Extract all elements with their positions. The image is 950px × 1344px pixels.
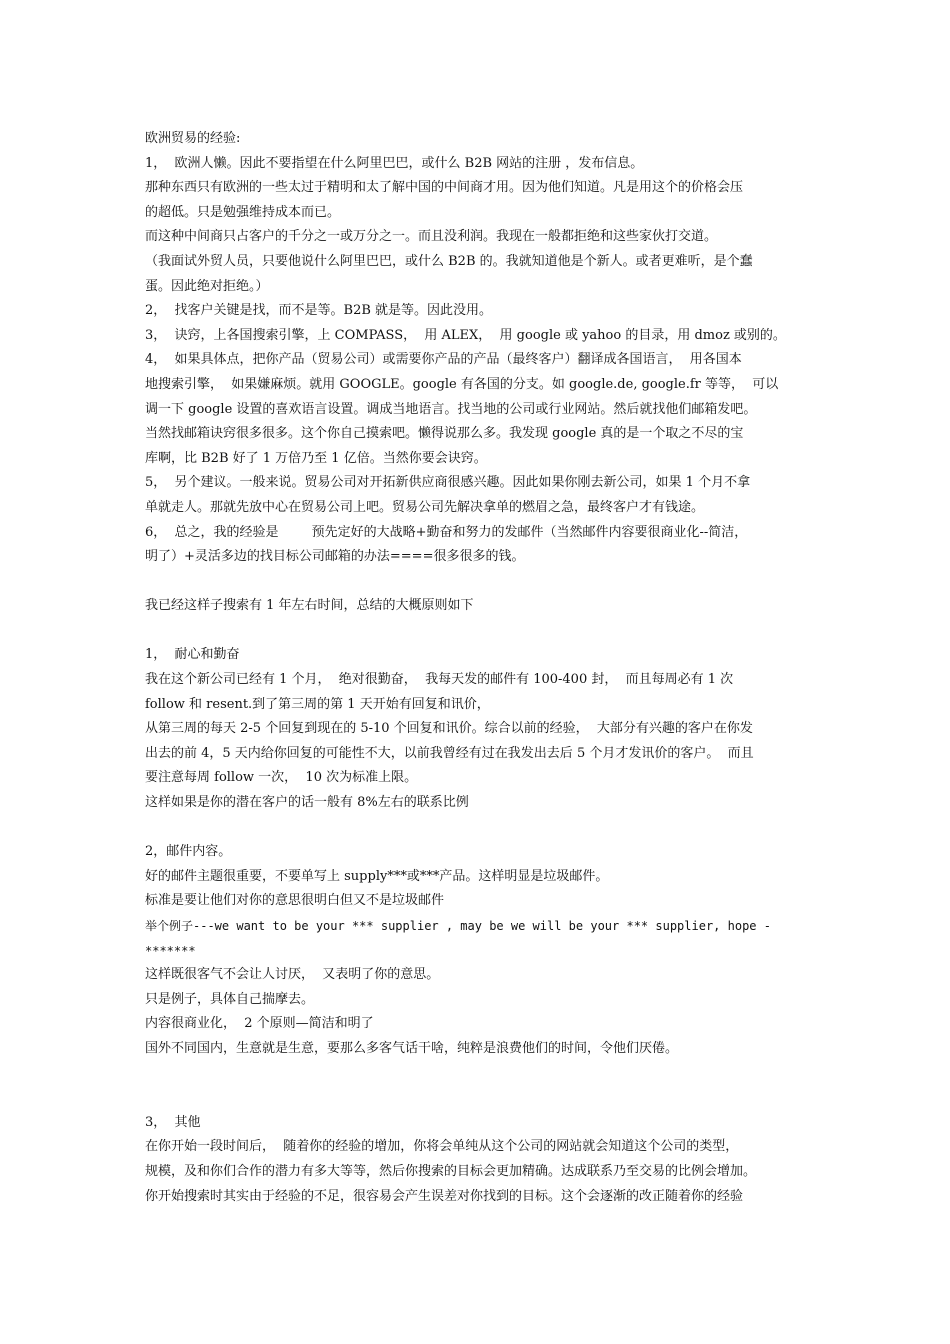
paragraph-line: 3， 诀窍，上各国搜索引擎，上 COMPASS， 用 ALEX， 用 google 或 yahoo 的目录，用 dmoz 或别的。 (145, 327, 786, 343)
paragraph-line: 调一下 google 设置的喜欢语言设置。调成当地语言。找当地的公司或行业网站。然后就找他们邮箱发吧。 (145, 401, 757, 417)
blank-line (145, 1062, 825, 1087)
paragraph-line: 5， 另个建议。一般来说。贸易公司对开拓新供应商很感兴趣。因此如果你刚去新公司，如果 1 个月不拿 (145, 475, 751, 491)
paragraph-line: 标准是要让他们对你的意思很明白但又不是垃圾邮件 (145, 893, 445, 909)
section-heading: 3， 其他 (145, 1114, 201, 1130)
paragraph-line: 库啊，比 B2B 好了 1 万倍乃至 1 亿倍。当然你要会诀窍。 (145, 450, 487, 466)
paragraph-line: 那种东西只有欧洲的一些太过于精明和太了解中国的中间商才用。因为他们知道。凡是用这个的价格会压 (145, 180, 744, 196)
paragraph-line: 4， 如果具体点，把你产品（贸易公司）或需要你产品的产品（最终客户）翻译成各国语言， 用各国本 (145, 352, 742, 368)
doc-title: 欧洲贸易的经验: (145, 131, 241, 146)
blank-line (145, 570, 825, 595)
paragraph-line: 你开始搜索时其实由于经验的不足，很容易会产生误差对你找到的目标。这个会逐渐的改正随着你的经验 (145, 1188, 744, 1204)
paragraph-line: 规模，及和你们合作的潜力有多大等等，然后你搜索的目标会更加精确。达成联系乃至交易的比例会增加。 (145, 1163, 757, 1179)
example-line: 举个例子---we want to be your *** supplier , may be we will be your *** supplier, hope - (145, 919, 771, 933)
paragraph-line: 我在这个新公司已经有 1 个月， 绝对很勤奋， 我每天发的邮件有 100-400 封， 而且每周必有 1 次 (145, 672, 734, 688)
example-line: ******* (145, 943, 196, 958)
paragraph-line: 6， 总之，我的经验是 预先定好的大战略+勤奋和努力的发邮件（当然邮件内容要很商业化--简洁， (145, 524, 748, 540)
blank-line (145, 816, 825, 841)
blank-line (145, 1086, 825, 1111)
paragraph-line: 这样如果是你的潜在客户的话一般有 8%左右的联系比例 (145, 795, 469, 811)
paragraph-line: 单就走人。那就先放中心在贸易公司上吧。贸易公司先解决拿单的燃眉之急，最终客户才有钱途。 (145, 499, 705, 515)
paragraph-line: 内容很商业化， 2 个原则—简洁和明了 (145, 1016, 374, 1032)
paragraph-line: 当然找邮箱诀窍很多很多。这个你自己摸索吧。懒得说那么多。我发现 google 真的是一个取之不尽的宝 (145, 426, 744, 442)
blank-line (145, 619, 825, 644)
paragraph-line: 国外不同国内，生意就是生意，要那么多客气话干啥，纯粹是浪费他们的时间，令他们厌倦。 (145, 1040, 679, 1056)
paragraph-line: 的超低。只是勉强维持成本而已。 (145, 204, 341, 220)
paragraph-line: 1， 欧洲人懒。因此不要指望在什么阿里巴巴，或什么 B2B 网站的注册 ，发布信息。 (145, 155, 644, 171)
paragraph-line: 出去的前 4，5 天内给你回复的可能性不大，以前我曾经有过在我发出去后 5 个月才发讯价的客户。 而且 (145, 745, 754, 761)
document-page (145, 127, 825, 1209)
paragraph-line: 要注意每周 follow 一次， 10 次为标准上限。 (145, 770, 418, 786)
paragraph-line: 只是例子，具体自己揣摩去。 (145, 991, 315, 1007)
section-intro: 我已经这样子搜索有 1 年左右时间，总结的大概原则如下 (145, 598, 474, 614)
paragraph-line: 在你开始一段时间后， 随着你的经验的增加，你将会单纯从这个公司的网站就会知道这个公司的类型， (145, 1139, 739, 1155)
paragraph-line: 从第三周的每天 2-5 个回复到现在的 5-10 个回复和讯价。综合以前的经验， 大部分有兴趣的客户在你发 (145, 721, 753, 737)
paragraph-line: 而这种中间商只占客户的千分之一或万分之一。而且没利润。我现在一般都拒绝和这些家伙打交道。 (145, 229, 718, 245)
paragraph-line: 好的邮件主题很重要，不要单写上 supply***或***产品。这样明显是垃圾邮件。 (145, 868, 609, 884)
section-heading: 2，邮件内容。 (145, 844, 232, 860)
paragraph-line: 蛋。因此绝对拒绝。） (145, 278, 269, 294)
paragraph-line: （我面试外贸人员，只要他说什么阿里巴巴，或什么 B2B 的。我就知道他是个新人。或者更难听，是个蠢 (145, 253, 753, 269)
paragraph-line: 这样既很客气不会让人讨厌， 又表明了你的意思。 (145, 967, 440, 983)
paragraph-line: 2， 找客户关键是找，而不是等。B2B 就是等。因此没用。 (145, 303, 493, 319)
section-heading: 1， 耐心和勤奋 (145, 647, 240, 663)
paragraph-line: 明了）+灵活多边的找目标公司邮箱的办法====很多很多的钱。 (145, 549, 525, 565)
paragraph-line: 地搜索引擎， 如果嫌麻烦。就用 GOOGLE。google 有各国的分支。如 google.de, google.fr 等等， 可以 (145, 376, 779, 392)
paragraph-line: follow 和 resent.到了第三周的第 1 天开始有回复和讯价， (145, 696, 490, 712)
